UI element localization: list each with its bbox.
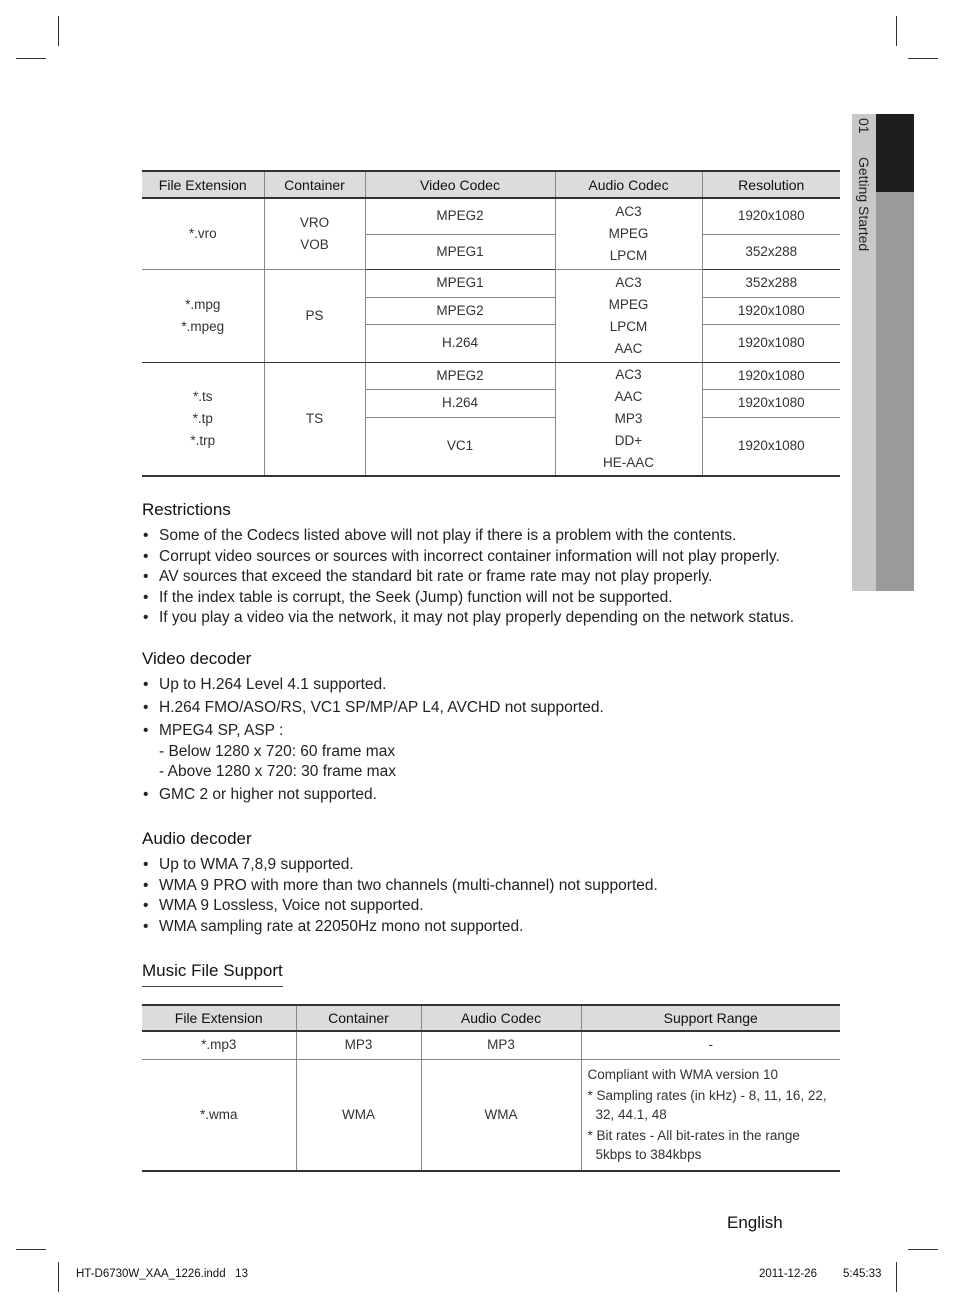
resolution-cell: 352x288	[702, 234, 840, 269]
chapter-number: 01	[856, 118, 872, 134]
extension: *.ts	[192, 388, 213, 404]
support-range-line: Compliant with WMA version 10	[587, 1067, 779, 1083]
audio-decoder-list	[142, 855, 658, 937]
extension-cell	[142, 362, 264, 476]
crop-mark	[16, 58, 46, 59]
print-file-name: HT-D6730W_XAA_1226.indd 13	[76, 1268, 248, 1280]
list-item: • H.264 FMO/ASO/RS, VC1 SP/MP/AP L4, AVCHD not supported.	[142, 698, 604, 719]
extension-cell: *.wma	[142, 1059, 296, 1171]
audio-codec: AC3	[615, 203, 642, 219]
audio-codec: AC3	[615, 274, 642, 290]
crop-mark	[896, 16, 897, 46]
header-video-codec: Video Codec	[365, 171, 555, 198]
crop-mark	[908, 1249, 938, 1250]
extension-cell	[142, 198, 264, 269]
list-item: • WMA 9 Lossless, Voice not supported.	[142, 896, 658, 917]
resolution-cell: 352x288	[702, 269, 840, 297]
print-date: 2011-12-26	[759, 1268, 817, 1280]
audio-codec: AC3	[615, 366, 642, 382]
video-codec-cell: MPEG2	[365, 198, 555, 234]
container-value: PS	[305, 307, 324, 323]
list-item: • Some of the Codecs listed above will not play if there is a problem with the contents.	[142, 526, 794, 547]
extension: *.mpeg	[181, 318, 225, 334]
audio-codec: LPCM	[609, 247, 648, 263]
header-file-extension: File Extension	[142, 171, 264, 198]
list-item: • WMA 9 PRO with more than two channels (multi-channel) not supported.	[142, 876, 658, 897]
list-item: • If the index table is corrupt, the Seek (Jump) function will not be supported.	[142, 588, 794, 609]
header-audio-codec: Audio Codec	[421, 1005, 581, 1031]
video-codec-cell: H.264	[365, 324, 555, 362]
list-item-mpeg4	[142, 721, 604, 783]
audio-codec: DD+	[614, 432, 643, 448]
header-container: Container	[264, 171, 365, 198]
resolution-cell: 1920x1080	[702, 417, 840, 476]
extension-cell	[142, 269, 264, 362]
audio-codec: MPEG	[608, 225, 649, 241]
audio-codec-cell	[555, 198, 702, 269]
video-codec-cell: VC1	[365, 417, 555, 476]
list-subline: - Below 1280 x 720: 60 frame max	[159, 742, 396, 760]
audio-codec-cell	[555, 269, 702, 362]
extension: *.trp	[190, 432, 216, 448]
header-support-range: Support Range	[581, 1005, 840, 1031]
video-codec-cell: MPEG2	[365, 362, 555, 389]
chapter-title: Getting Started	[856, 157, 872, 252]
header-audio-codec: Audio Codec	[555, 171, 702, 198]
video-codec-cell: MPEG2	[365, 297, 555, 324]
container-cell	[264, 362, 365, 476]
audio-decoder-heading: Audio decoder	[142, 829, 252, 848]
crop-mark	[58, 16, 59, 46]
container-cell: WMA	[296, 1059, 421, 1171]
list-item: • If you play a video via the network, it may not play properly depending on the network status.	[142, 608, 794, 629]
crop-mark	[58, 1262, 59, 1292]
support-range-line: * Bit rates - All bit-rates in the range 5kbps to 384kbps	[587, 1128, 800, 1163]
crop-mark	[908, 58, 938, 59]
support-range-cell	[581, 1059, 840, 1171]
container-cell	[264, 269, 365, 362]
chapter-tab-marker	[876, 114, 914, 192]
resolution-cell: 1920x1080	[702, 198, 840, 234]
page-language: English	[727, 1213, 783, 1232]
container-value: VRO	[299, 214, 330, 230]
list-item: • AV sources that exceed the standard bit rate or frame rate may not play properly.	[142, 567, 794, 588]
resolution-cell: 1920x1080	[702, 362, 840, 389]
list-item: • Up to H.264 Level 4.1 supported.	[142, 675, 604, 696]
list-subline: - Above 1280 x 720: 30 frame max	[159, 763, 396, 780]
video-decoder-heading: Video decoder	[142, 649, 252, 668]
audio-codec: MPEG	[608, 296, 649, 312]
header-container: Container	[296, 1005, 421, 1031]
chapter-tab-label	[852, 118, 876, 418]
container-value: VOB	[300, 236, 329, 252]
audio-codec: HE-AAC	[602, 454, 654, 470]
resolution-cell: 1920x1080	[702, 324, 840, 362]
list-item: • Up to WMA 7,8,9 supported.	[142, 855, 658, 876]
audio-codec-cell: WMA	[421, 1059, 581, 1171]
crop-mark	[896, 1262, 897, 1292]
support-range-cell: -	[581, 1031, 840, 1059]
print-time: 5:45:33	[843, 1268, 882, 1280]
resolution-cell: 1920x1080	[702, 389, 840, 417]
video-codec-cell: MPEG1	[365, 269, 555, 297]
container-value: TS	[305, 410, 324, 426]
restrictions-heading: Restrictions	[142, 500, 231, 519]
video-decoder-list	[142, 675, 604, 806]
support-range-line: * Sampling rates (in kHz) - 8, 11, 16, 22, 32, 44.1, 48	[587, 1088, 827, 1123]
music-support-heading: Music File Support	[142, 961, 283, 987]
extension-cell: *.mp3	[142, 1031, 296, 1059]
header-resolution: Resolution	[702, 171, 840, 198]
video-codec-cell: MPEG1	[365, 234, 555, 269]
video-format-table	[142, 170, 840, 477]
restrictions-list	[142, 526, 794, 629]
chapter-tab-strip	[876, 192, 914, 591]
extension: *.vro	[188, 225, 217, 241]
audio-codec-cell: MP3	[421, 1031, 581, 1059]
audio-codec: AAC	[614, 388, 643, 404]
list-item: • GMC 2 or higher not supported.	[142, 785, 604, 806]
audio-codec: AAC	[614, 340, 643, 356]
audio-codec: LPCM	[609, 318, 648, 334]
header-file-extension: File Extension	[142, 1005, 296, 1031]
video-codec-cell: H.264	[365, 389, 555, 417]
resolution-cell: 1920x1080	[702, 297, 840, 324]
music-format-table	[142, 1004, 840, 1172]
extension: *.mpg	[185, 296, 221, 312]
container-cell: MP3	[296, 1031, 421, 1059]
extension: *.tp	[192, 410, 213, 426]
list-item-text: • MPEG4 SP, ASP :	[159, 722, 284, 739]
audio-codec-cell	[555, 362, 702, 476]
crop-mark	[16, 1249, 46, 1250]
list-item: • WMA sampling rate at 22050Hz mono not supported.	[142, 917, 658, 938]
container-cell	[264, 198, 365, 269]
list-item: • Corrupt video sources or sources with incorrect container information will not play properly.	[142, 547, 794, 568]
audio-codec: MP3	[614, 410, 643, 426]
